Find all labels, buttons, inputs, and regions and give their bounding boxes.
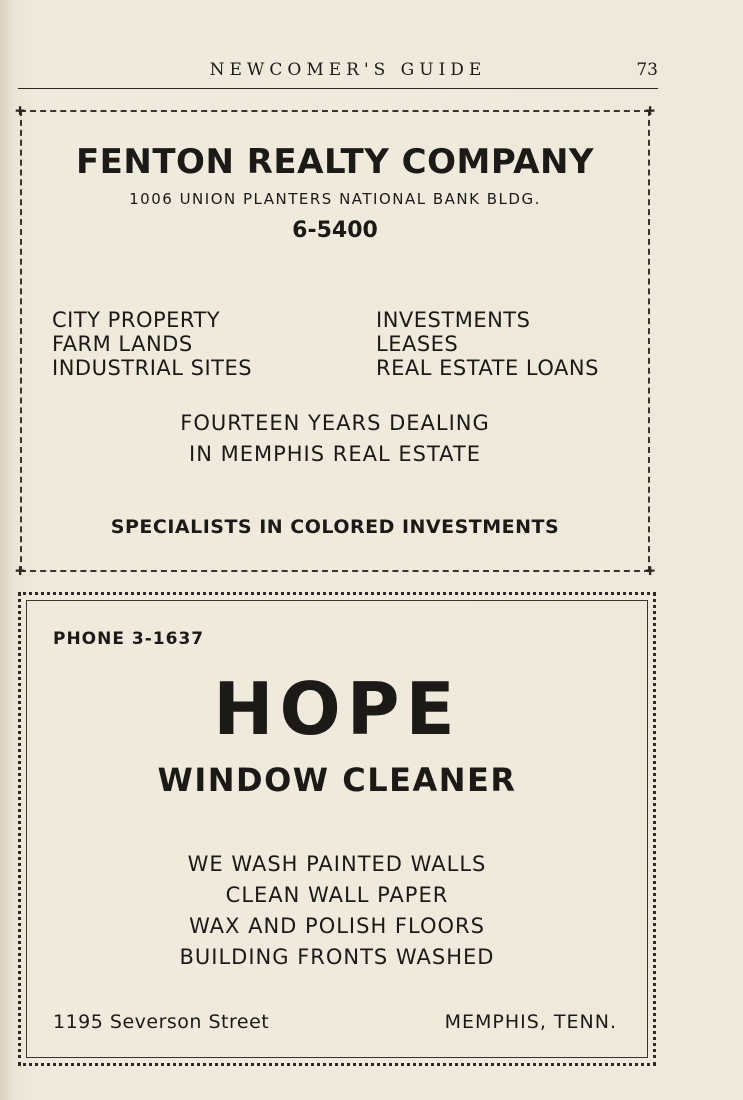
hope-street-address: 1195 Severson Street: [53, 1011, 270, 1033]
corner-ornament-icon: ✚: [644, 104, 655, 118]
service-item: WE WASH PAINTED WALLS: [187, 852, 487, 876]
hope-services: [27, 849, 647, 973]
tagline-line: IN MEMPHIS REAL ESTATE: [189, 442, 481, 466]
business-type: WINDOW CLEANER: [157, 761, 517, 799]
corner-ornament-icon: ✚: [644, 564, 655, 578]
page-number: 73: [636, 60, 658, 80]
company-name: FENTON REALTY COMPANY: [75, 142, 595, 182]
hope-city: MEMPHIS, TENN.: [444, 1011, 617, 1033]
corner-ornament-icon: ✚: [15, 104, 26, 118]
service-item: CLEAN WALL PAPER: [225, 883, 449, 907]
service-item: FARM LANDS: [52, 332, 193, 356]
company-address: 1006 UNION PLANTERS NATIONAL BANK BLDG.: [129, 190, 541, 208]
service-item: BUILDING FRONTS WASHED: [179, 945, 495, 969]
service-item: LEASES: [376, 332, 459, 356]
service-item: REAL ESTATE LOANS: [376, 356, 599, 380]
hope-phone: PHONE 3-1637: [53, 629, 205, 649]
service-item: WAX AND POLISH FLOORS: [189, 914, 485, 938]
company-phone: 6-5400: [292, 218, 378, 243]
running-head-title: NEWCOMER'S GUIDE: [209, 60, 487, 80]
service-item: INVESTMENTS: [376, 308, 531, 332]
services-left-column: [52, 308, 252, 380]
service-item: INDUSTRIAL SITES: [52, 356, 253, 380]
service-item: CITY PROPERTY: [52, 308, 221, 332]
hope-window-cleaner-ad: [18, 592, 656, 1066]
tagline: [22, 408, 648, 470]
specialists-line: SPECIALISTS IN COLORED INVESTMENTS: [110, 516, 560, 538]
tagline-line: FOURTEEN YEARS DEALING: [180, 411, 490, 435]
services-right-column: [376, 308, 599, 380]
ad-inner-border: [26, 600, 648, 1058]
running-head: [18, 58, 658, 89]
hope-name: HOPE: [213, 667, 461, 751]
corner-ornament-icon: ✚: [15, 564, 26, 578]
fenton-realty-ad: [15, 104, 655, 578]
